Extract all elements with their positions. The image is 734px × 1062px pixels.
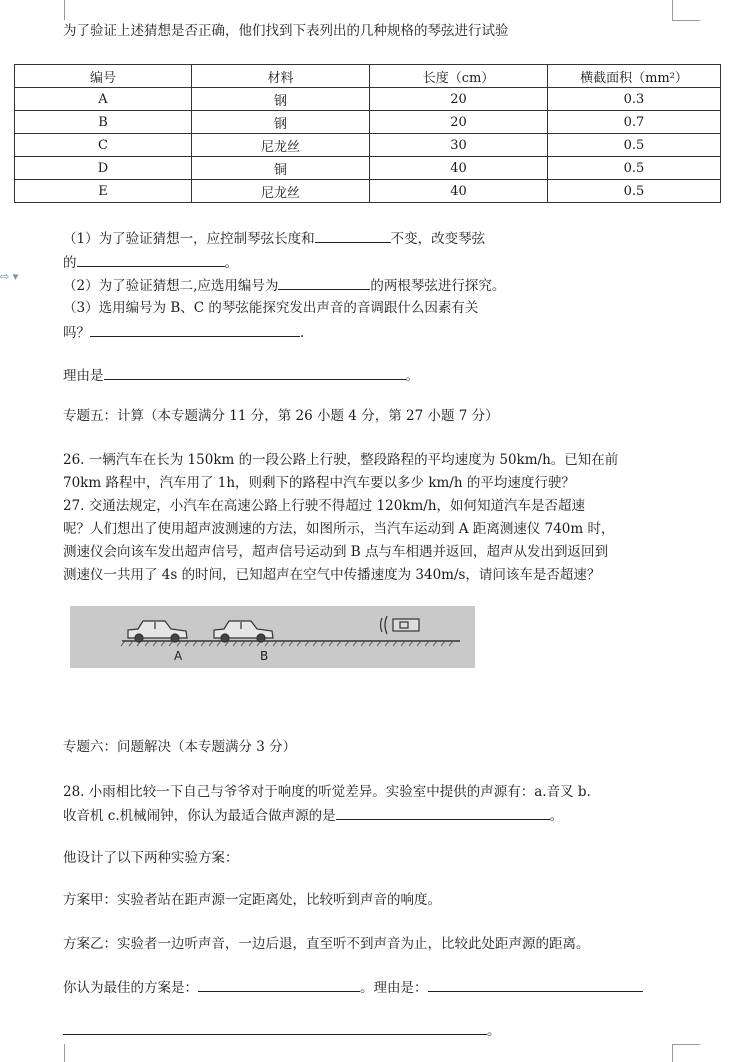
point-b-label: B	[260, 649, 269, 663]
table-cell: E	[15, 180, 192, 203]
answer-blank[interactable]	[90, 322, 300, 337]
table-cell: 20	[370, 88, 548, 111]
question-1-line	[63, 252, 238, 273]
table-row	[15, 180, 721, 203]
answer-blank[interactable]	[278, 275, 370, 290]
plans-intro: 他设计了以下两种实验方案：	[63, 850, 239, 866]
table-cell: 20	[370, 111, 548, 134]
question-text: 的	[63, 255, 77, 271]
table-cell: 40	[370, 180, 548, 203]
question-text: 理由是	[63, 368, 104, 384]
question-2-line	[63, 275, 505, 296]
question-3-line: （3）选用编号为 B、C 的琴弦能探究发出声音的音调跟什么因素有关	[63, 300, 479, 316]
question-text: 。	[549, 808, 564, 824]
question-text: 不变，改变琴弦	[390, 231, 486, 247]
question-text: 吗？	[63, 325, 90, 341]
intro-text: 为了验证上述猜想是否正确，他们找到下表列出的几种规格的琴弦进行试验	[63, 23, 509, 39]
plan-a-text: 方案甲：实验者站在距声源一定距离处，比较听到声音的响度。	[63, 892, 441, 908]
table-header-cell: 长度（cm）	[370, 65, 548, 88]
answer-blank[interactable]	[198, 977, 360, 992]
table-cell: 0.5	[548, 180, 721, 203]
question-26-text: 26. 一辆汽车在长为 150km 的一段公路上行驶，整段路程的平均速度为 50km/h。已知在前	[63, 452, 619, 468]
question-1-line	[63, 228, 485, 249]
best-plan-line	[63, 977, 643, 998]
answer-blank[interactable]	[63, 1020, 487, 1035]
table-row	[15, 88, 721, 111]
paragraph-anchor-icon[interactable]: ⇨ ▾	[0, 270, 19, 283]
table-cell: 0.7	[548, 111, 721, 134]
question-text: 。	[224, 255, 238, 271]
point-a-label: A	[174, 649, 183, 663]
car-b-icon	[214, 621, 273, 642]
table-header-cell: 横截面积（mm²）	[548, 65, 721, 88]
final-answer-line	[63, 1020, 501, 1041]
question-28-line	[63, 805, 563, 826]
question-text: .	[300, 325, 305, 341]
answer-blank[interactable]	[104, 365, 406, 380]
section-5-title: 专题五：计算（本专题满分 11 分，第 26 小题 4 分，第 27 小题 7 分）	[63, 408, 499, 424]
table-row	[15, 157, 721, 180]
answer-blank[interactable]	[77, 252, 225, 267]
question-text: 的两根琴弦进行探究。	[370, 278, 506, 294]
question-26-text: 70km 路程中，汽车用了 1h，则剩下的路程中汽车要以多少 km/h 的平均速度行驶？	[63, 475, 575, 491]
table-row	[15, 134, 721, 157]
question-text: （1）为了验证猜想一，应控制琴弦长度和	[63, 231, 315, 247]
question-27-text: 测速仪一共用了 4s 的时间，已知超声在空气中传播速度为 340m/s，请问该车是否超速？	[63, 567, 601, 583]
table-header-row	[15, 65, 721, 88]
table-cell: C	[15, 134, 192, 157]
table-header-cell: 材料	[192, 65, 370, 88]
question-28-text: 28. 小雨相比较一下自己与爷爷对于响度的听觉差异。实验室中提供的声源有：a.音叉 b.	[63, 784, 591, 800]
speed-detector-icon	[381, 616, 420, 634]
question-text: （2）为了验证猜想二,应选用编号为	[63, 278, 279, 294]
speed-measurement-figure	[70, 606, 475, 668]
plan-b-text: 方案乙：实验者一边听声音，一边后退，直至听不到声音为止，比较此处距声源的距离。	[63, 936, 590, 952]
crop-mark	[64, 0, 65, 20]
answer-blank[interactable]	[315, 228, 391, 243]
crop-mark	[672, 0, 673, 20]
string-spec-table	[14, 64, 721, 203]
table-cell: 钢	[192, 88, 370, 111]
crop-mark	[672, 1044, 700, 1045]
table-cell: 0.3	[548, 88, 721, 111]
question-3-line	[63, 322, 304, 343]
question-text: 。理由是：	[360, 980, 428, 996]
crop-mark	[64, 1044, 65, 1062]
question-27-text: 27. 交通法规定，小汽车在高速公路上行驶不得超过 120km/h，如何知道汽车是否超速	[63, 498, 586, 514]
table-cell: 尼龙丝	[192, 134, 370, 157]
question-text: 收音机 c.机械闹钟，你认为最适合做声源的是	[63, 808, 336, 824]
table-cell: 铜	[192, 157, 370, 180]
table-cell: 0.5	[548, 157, 721, 180]
table-cell: 钢	[192, 111, 370, 134]
crop-mark	[672, 1044, 673, 1062]
table-cell: 0.5	[548, 134, 721, 157]
car-a-icon	[128, 621, 187, 642]
table-header-cell: 编号	[15, 65, 192, 88]
crop-mark	[672, 20, 700, 21]
question-text: 。	[487, 1023, 501, 1039]
table-cell: B	[15, 111, 192, 134]
reason-line	[63, 365, 419, 386]
table-row	[15, 111, 721, 134]
question-text: 你认为最佳的方案是：	[63, 980, 198, 996]
table-cell: 尼龙丝	[192, 180, 370, 203]
table-cell: 30	[370, 134, 548, 157]
table-cell: A	[15, 88, 192, 111]
table-cell: 40	[370, 157, 548, 180]
question-text: 。	[405, 368, 419, 384]
figure-drawing	[70, 606, 475, 668]
answer-blank[interactable]	[428, 977, 643, 992]
question-27-text: 呢？人们想出了使用超声波测速的方法，如图所示，当汽车运动到 A 距离测速仪 740m 时，	[63, 521, 615, 537]
answer-blank[interactable]	[336, 805, 550, 820]
section-6-title: 专题六：问题解决（本专题满分 3 分）	[63, 739, 297, 755]
table-cell: D	[15, 157, 192, 180]
question-27-text: 测速仪会向该车发出超声信号，超声信号运动到 B 点与车相遇并返回，超声从发出到返回到	[63, 544, 609, 560]
